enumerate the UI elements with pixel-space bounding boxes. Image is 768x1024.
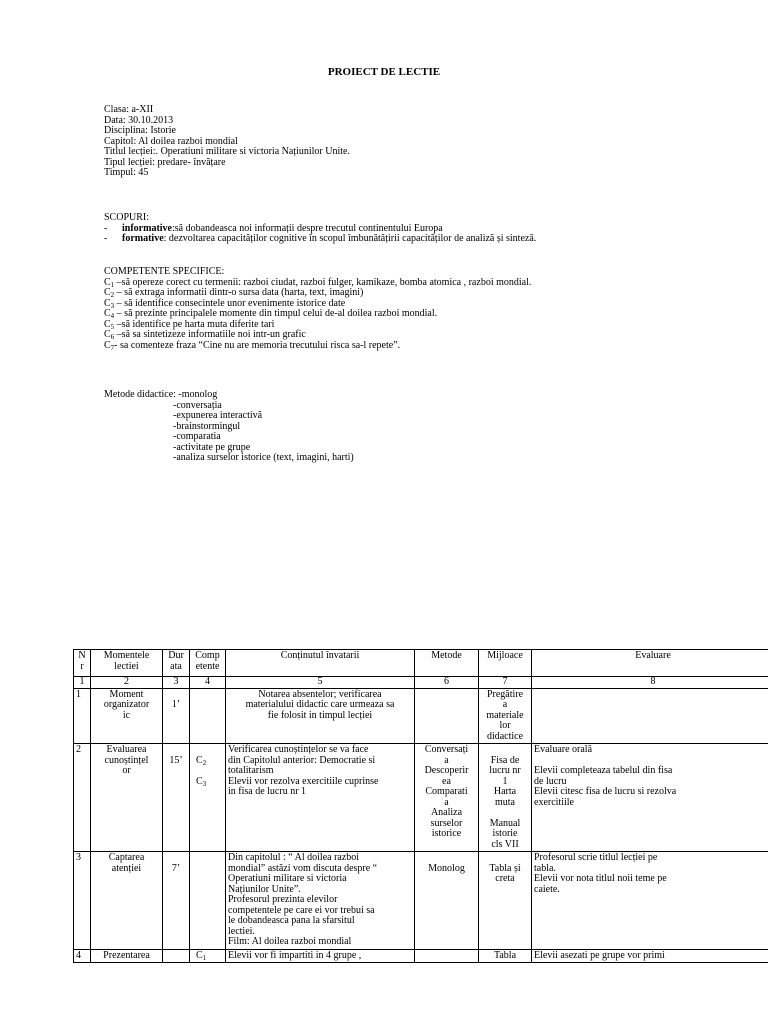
header-text: lectiei	[114, 660, 139, 672]
metode-text: Descoperir	[424, 765, 469, 776]
competenta-code: C	[104, 276, 111, 288]
spacer	[481, 745, 529, 756]
competenta-code: C	[104, 329, 111, 340]
mijloace-text: Manual	[489, 817, 521, 829]
continut-text: Națiunilor Unite”.	[228, 883, 301, 895]
durata-cell	[163, 949, 190, 963]
competenta-index: 2	[110, 291, 115, 299]
moment-text: Moment	[109, 688, 144, 700]
metode-text: Analiza	[430, 807, 463, 818]
competente-heading: COMPETENTE SPECIFICE:	[104, 266, 225, 277]
durata-cell	[163, 688, 190, 744]
continut-text: competentele pe care ei vor trebui sa	[228, 904, 375, 916]
comp-code	[196, 756, 223, 767]
scopuri-type: informative	[122, 222, 172, 234]
metoda-item: -comparatia	[173, 431, 221, 442]
row-number: 2	[74, 744, 91, 852]
table-row	[74, 852, 768, 950]
competenta-code: C	[104, 287, 111, 298]
mijloace-cell	[479, 688, 532, 744]
mijloace-text: cls VII	[491, 838, 519, 850]
metoda-item: -analiza surselor istorice (text, imagini, harti)	[173, 452, 354, 463]
moment-text: cunoștințel	[104, 754, 149, 766]
header-cell	[91, 650, 163, 677]
comp-letter: C	[196, 949, 203, 961]
metode-cell	[415, 852, 479, 950]
comp-cell	[190, 744, 226, 852]
column-number: 5	[226, 677, 415, 689]
lesson-info	[104, 105, 350, 179]
mijloace-text: materiale	[486, 709, 524, 721]
continut-text: Verificarea cunoștințelor se va face	[228, 744, 369, 755]
continut-text: Din capitolul : “ Al doilea razboi	[228, 852, 360, 863]
mijloace-text: 1	[502, 775, 508, 787]
continut-text: in fisa de lucru nr 1	[228, 786, 307, 797]
metode-text: a	[444, 754, 449, 766]
continut-text: Notarea absentelor; verificarea	[258, 688, 382, 700]
evaluare-text: Elevii citesc fisa de lucru si rezolva	[534, 786, 677, 797]
scopuri-heading: SCOPURI:	[104, 212, 150, 223]
header-text: Metode	[431, 650, 462, 661]
metode-text: a	[444, 796, 449, 808]
comp-cell	[190, 852, 226, 950]
info-line: Disciplina: Istorie	[104, 125, 176, 136]
header-text: Evaluare	[635, 650, 671, 661]
metode-cell	[415, 688, 479, 744]
info-line: Clasa: a-XII	[104, 104, 154, 115]
continut-cell	[226, 688, 415, 744]
mijloace-text: Tabla	[493, 949, 517, 961]
comp-cell	[190, 688, 226, 744]
header-text: Mijloace	[487, 650, 523, 661]
evaluare-text: caiete.	[534, 883, 560, 895]
evaluare-text: Elevii vor nota titlul noii teme pe	[534, 873, 667, 884]
info-line: Data: 30.10.2013	[104, 114, 174, 126]
comp-letter: C	[196, 775, 203, 787]
column-number: 1	[74, 677, 91, 689]
header-cell	[479, 650, 532, 677]
row-number: 3	[74, 852, 91, 950]
evaluare-text: tabla.	[534, 862, 556, 874]
evaluare-cell	[532, 852, 768, 950]
competenta-code: C	[104, 318, 111, 330]
continut-text: materialului didactic care urmeaza sa	[245, 699, 395, 710]
column-number: 7	[479, 677, 532, 689]
comp-index: 3	[202, 779, 207, 788]
evaluare-text: Elevii completeaza tabelul din fisa	[534, 765, 673, 776]
column-number-row	[74, 677, 768, 689]
competenta-index: 5	[110, 322, 115, 331]
mijloace-text: muta	[495, 796, 515, 808]
durata-text: 15’	[169, 754, 183, 766]
scopuri-section	[104, 213, 536, 245]
column-number: 6	[415, 677, 479, 689]
competenta-index: 6	[110, 333, 115, 341]
header-cell	[190, 650, 226, 677]
comp-code	[196, 951, 223, 962]
info-line: Tipul lecției: predare- învățare	[104, 156, 226, 168]
spacer	[481, 853, 529, 864]
continut-text: Profesorul prezinta elevilor	[228, 894, 338, 905]
mijloace-text: didactice	[486, 730, 524, 742]
metoda-item: -expunerea interactivă	[173, 410, 263, 421]
competenta-text: – să identifice consecintele unor evenimente istorice date	[114, 297, 346, 309]
spacer	[165, 745, 187, 756]
header-text: etente	[195, 660, 220, 672]
durata-text: 1’	[171, 699, 181, 710]
metode-heading: Metode didactice: -monolog	[104, 389, 218, 400]
metode-text: istorice	[431, 828, 462, 839]
header-text: r	[80, 660, 84, 672]
competenta-text: –să opereze corect cu termenii: razboi ciudat, razboi fulger, kamikaze, bomba atomica , razboi mondial.	[114, 276, 532, 288]
column-number: 3	[163, 677, 190, 689]
competenta-text: - sa comenteze fraza “Cine nu are memoria trecutului risca sa-l repete”.	[114, 339, 401, 351]
mijloace-text: Tabla și	[489, 862, 521, 874]
moment-text: atenției	[111, 862, 142, 874]
mijloace-cell	[479, 852, 532, 950]
evaluare-text: exercitiile	[534, 796, 574, 808]
evaluare-cell	[532, 744, 768, 852]
metode-section	[104, 390, 354, 464]
continut-cell	[226, 744, 415, 852]
row-number: 1	[74, 688, 91, 744]
continut-text: Operatiuni militare si victoria	[228, 873, 347, 884]
scopuri-type: formative	[122, 233, 164, 244]
table-header-row	[74, 650, 768, 677]
mijloace-text: a	[502, 699, 508, 710]
mijloace-text: Harta	[493, 786, 517, 797]
comp-index: 1	[202, 953, 207, 962]
continut-text: totalitarism	[228, 765, 274, 776]
evaluare-cell	[532, 688, 768, 744]
spacer	[165, 853, 187, 864]
scopuri-text: : dezvoltarea capacităților cognitive în scopul îmbunătățirii capacităților de analiză și sinteză.	[163, 233, 537, 244]
continut-cell	[226, 852, 415, 950]
moment-cell	[91, 688, 163, 744]
lesson-plan-table	[73, 649, 768, 963]
header-text: Conținutul învatarii	[280, 650, 360, 661]
row-number: 4	[74, 949, 91, 963]
comp-code	[196, 777, 223, 788]
moment-text: or	[122, 765, 131, 776]
metode-text: Monolog	[428, 862, 465, 874]
moment-text: Captarea	[108, 852, 145, 863]
metoda-item: -brainstormingul	[173, 420, 241, 432]
table-row	[74, 688, 768, 744]
moment-cell	[91, 949, 163, 963]
comp-index: 2	[202, 758, 207, 767]
competenta-text: – să prezinte principalele momente din timpul celui de-al doilea razboi mondial.	[114, 308, 438, 319]
durata-cell	[163, 852, 190, 950]
info-line: Titlul lecției:. Operatiuni militare si victoria Națiunilor Unite.	[104, 146, 350, 157]
spacer	[417, 853, 476, 864]
continut-text: mondial” astăzi vom discuta despre “	[228, 862, 378, 874]
mijloace-text: creta	[495, 873, 515, 884]
moment-cell	[91, 744, 163, 852]
competenta-text: – să extraga informatii dintr-o sursa data (harta, text, imagini)	[114, 287, 364, 298]
competenta-index: 1	[110, 280, 115, 289]
header-cell	[532, 650, 768, 677]
continut-text: din Capitolul anterior: Democratie si	[228, 754, 376, 766]
competenta-code: C	[104, 308, 111, 319]
evaluare-cell	[532, 949, 768, 963]
scopuri-item	[104, 234, 536, 245]
mijloace-text: lucru nr	[489, 765, 521, 776]
evaluare-text: Evaluare orală	[534, 744, 593, 755]
continut-text: Elevii vor rezolva exercitiile cuprinse	[228, 775, 379, 787]
continut-text: fie folosit in timpul lecției	[267, 709, 373, 721]
continut-text: lectiei.	[228, 925, 255, 937]
scopuri-text: :să dobandeasca noi informații despre trecutul continentului Europa	[172, 222, 443, 234]
moment-text: Prezentarea	[103, 949, 150, 961]
mijloace-cell	[479, 744, 532, 852]
evaluare-text: de lucru	[534, 775, 567, 787]
moment-cell	[91, 852, 163, 950]
metode-cell	[415, 949, 479, 963]
competenta-text: –să sa sintetizeze informatiile noi intr-un grafic	[114, 329, 306, 340]
durata-cell	[163, 744, 190, 852]
evaluare-text: Profesorul scrie titlul lecției pe	[534, 852, 658, 863]
spacer	[481, 808, 529, 819]
comp-cell	[190, 949, 226, 963]
continut-text: le dobandeasca pana la sfarsitul	[228, 915, 355, 926]
metode-text: Comparati	[425, 786, 468, 797]
competenta-item	[104, 341, 531, 352]
metoda-item: -conversația	[173, 399, 222, 411]
header-cell	[74, 650, 91, 677]
competenta-code: C	[104, 339, 111, 351]
moment-text: organizator	[103, 699, 150, 710]
durata-text: 7’	[171, 862, 181, 874]
mijloace-text: Fisa de	[490, 754, 520, 766]
table-row	[74, 744, 768, 852]
continut-text: Elevii vor fi impartiti in 4 grupe ,	[228, 949, 362, 961]
column-number: 8	[532, 677, 768, 689]
header-text: Dur	[168, 650, 184, 661]
bullet-dash: -	[104, 222, 108, 234]
header-cell	[415, 650, 479, 677]
mijloace-text: lor	[499, 720, 511, 731]
page-title: PROIECT DE LECTIE	[327, 66, 441, 78]
competenta-code: C	[104, 297, 111, 309]
competenta-index: 4	[110, 312, 115, 320]
header-cell	[226, 650, 415, 677]
header-text: N	[78, 650, 86, 661]
info-line: Timpul: 45	[104, 167, 149, 178]
continut-cell	[226, 949, 415, 963]
continut-text: Film: Al doilea razboi mondial	[228, 936, 352, 947]
competente-section	[104, 267, 531, 351]
moment-text: Evaluarea	[106, 744, 147, 755]
comp-letter: C	[196, 754, 203, 766]
metode-text: Conversați	[424, 744, 469, 755]
moment-text: ic	[122, 709, 131, 721]
column-number: 2	[91, 677, 163, 689]
header-text: Momentele	[103, 650, 150, 661]
competenta-index: 3	[110, 301, 115, 310]
evaluare-text: Elevii asezati pe grupe vor primi	[534, 949, 665, 961]
metode-text: surselor	[430, 817, 463, 829]
spacer	[165, 951, 187, 962]
header-text: ata	[170, 660, 182, 672]
bullet-dash: -	[104, 233, 108, 244]
metoda-item: -activitate pe grupe	[173, 441, 251, 453]
mijloace-text: istorie	[492, 828, 518, 839]
column-number: 4	[190, 677, 226, 689]
competenta-index: 7	[110, 343, 115, 352]
header-cell	[163, 650, 190, 677]
mijloace-cell	[479, 949, 532, 963]
metode-cell	[415, 744, 479, 852]
header-text: Comp	[195, 650, 220, 661]
competenta-text: –să identifice pe harta muta diferite tari	[114, 318, 275, 330]
info-line: Capitol: Al doilea razboi mondial	[104, 135, 238, 147]
table-row	[74, 949, 768, 963]
mijloace-text: Pregătire	[486, 688, 524, 700]
metode-text: ea	[442, 775, 451, 787]
